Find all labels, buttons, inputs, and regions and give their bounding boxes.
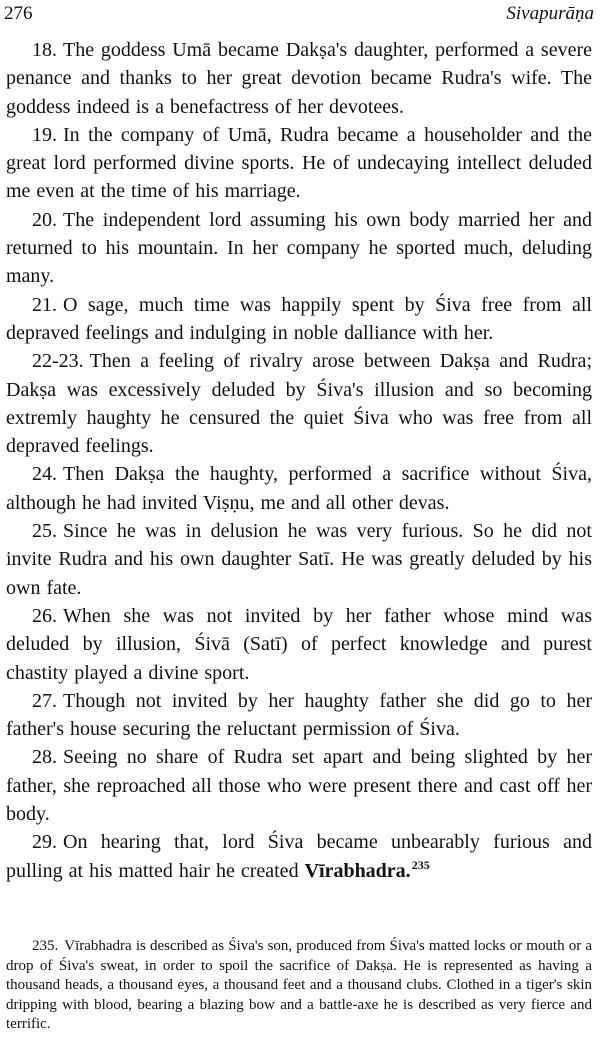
footnote-text: Vīrabhadra is described as Śiva's son, produced from Śiva's matted locks or mouth or a drop of Śiva's sweat, in order to spoil the sacrifice of Dakṣa. He is represented as having a thousand heads, a thousand eyes, a thousand feet and a thousand clubs. Clothed in a tiger's skin dripping with blood, bearing a blazing bow and a battle-axe he is described as very fierce and terrific. [6,938,592,1033]
running-title: Sivapurāṇa [506,3,594,24]
verse-paragraph [6,687,592,744]
verse-text: The independent lord assuming his own body married her and returned to his mountain. In her company he sported much, deluding many. [6,208,592,288]
verse-number: 25. [32,520,57,543]
verse-number: 26. [32,604,57,627]
verse-text: The goddess Umā became Dakṣa's daughter, performed a severe penance and thanks to her great devotion became Rudra's wife. The goddess indeed is a benefactress of her devotees. [6,39,592,118]
verse-number: 22-23. [32,350,84,373]
page-number: 276 [4,3,33,24]
footnote-reference: 235 [411,857,430,872]
verse-text: Seeing no share of Rudra set apart and being slighted by her father, she reproached all those who were present there and cast off her body. [6,746,592,826]
verse-paragraph [6,121,592,206]
verse-paragraph [6,36,592,121]
verse-list [6,36,592,885]
verse-paragraph [6,828,592,885]
verse-text: On hearing that, lord Śiva became unbearably furious and pulling at his matted hair he created [6,831,592,882]
verse-number: 29. [32,831,57,854]
verse-text: O sage, much time was happily spent by Śiva free from all depraved feelings and indulging in noble dalliance with her. [6,293,592,344]
verse-text: Though not invited by her haughty father she did go to her father's house securing the reluctant permission of Śiva. [6,689,592,741]
verse-text: Since he was in delusion he was very furious. So he did not invite Rudra and his own daughter Satī. He was greatly deluded by his own fate. [6,520,592,599]
verse-text: Then Dakṣa the haughty, performed a sacrifice without Śiva, although he had invited Viṣṇu, me and all other devas. [6,463,592,514]
footnote-number: 235. [32,938,59,954]
verse-text: In the company of Umā, Rudra became a householder and the great lord performed divine sports. He of undecaying intellect deluded me even at the time of his marriage. [6,123,592,203]
verse-number: 20. [32,208,57,231]
verse-paragraph [6,347,592,460]
verse-number: 19. [32,123,57,146]
verse-paragraph [6,206,592,291]
verse-paragraph [6,460,592,517]
verse-paragraph [6,517,592,602]
verse-text: Then a feeling of rivalry arose between Dakṣa and Rudra; Dakṣa was excessively deluded by Śiva's illusion and so becoming extremly haughty he censured the quiet Śiva who was free from all depraved feelings. [6,350,592,458]
verse-emphasis: Vīrabhadra. [304,859,411,882]
verse-number: 24. [32,463,57,486]
verse-text: When she was not invited by her father whose mind was deluded by illusion, Śivā (Satī) of perfect knowledge and purest chastity played a divine sport. [6,604,592,684]
verse-number: 28. [32,746,57,769]
verse-paragraph [6,602,592,687]
verse-paragraph [6,743,592,828]
page-header [4,2,594,26]
verse-paragraph [6,291,592,348]
verse-number: 21. [32,293,57,316]
footnote [6,937,592,1035]
verse-number: 18. [32,39,57,61]
verse-number: 27. [32,689,57,712]
